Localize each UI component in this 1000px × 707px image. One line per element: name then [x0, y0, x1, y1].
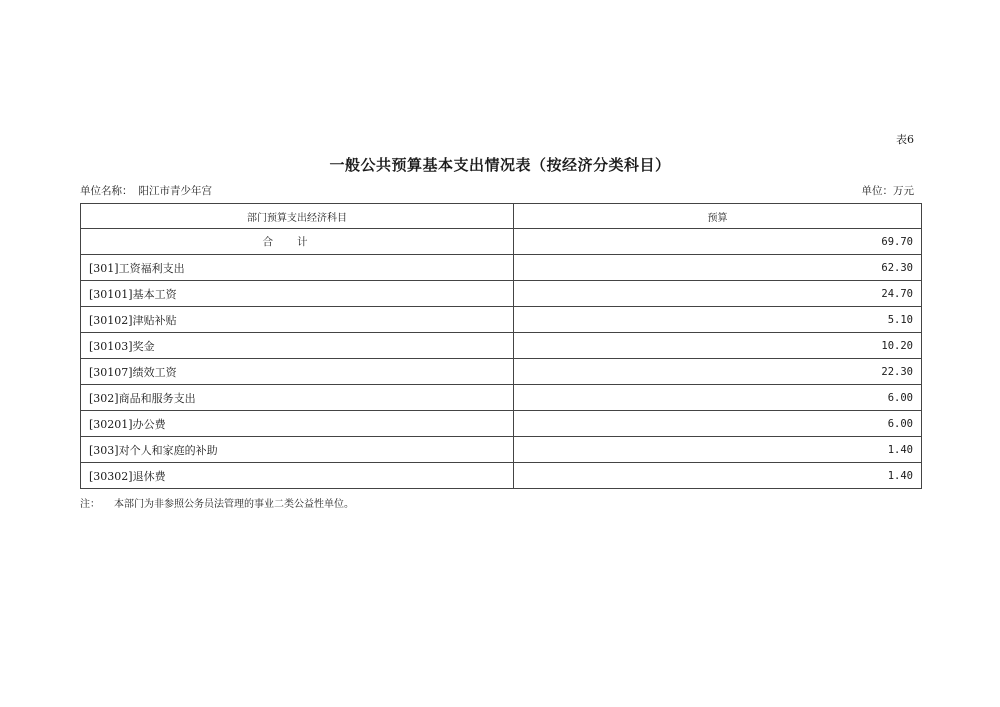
document-title: 一般公共预算基本支出情况表（按经济分类科目） — [329, 156, 671, 174]
row-subject: [30103]奖金 — [81, 333, 514, 359]
row-amount: 24.70 — [514, 281, 922, 307]
currency-unit: 单位：万元 — [861, 185, 914, 197]
table-row — [81, 437, 922, 463]
column-header-subject: 部门预算支出经济科目 — [81, 204, 514, 229]
total-amount: 69.70 — [514, 229, 922, 255]
table-row — [81, 359, 922, 385]
row-amount: 1.40 — [514, 437, 922, 463]
row-subject: [30201]办公费 — [81, 411, 514, 437]
budget-table — [80, 203, 922, 489]
row-amount: 22.30 — [514, 359, 922, 385]
row-subject: [301]工资福利支出 — [81, 255, 514, 281]
footnote-prefix: 注： — [80, 499, 100, 510]
row-subject: [30107]绩效工资 — [81, 359, 514, 385]
footnote — [80, 495, 354, 510]
table-row — [81, 463, 922, 489]
table-number: 表6 — [896, 133, 914, 146]
table-row — [81, 255, 922, 281]
table-header-row — [81, 204, 922, 229]
unit-name-label: 单位名称： — [80, 185, 133, 197]
total-row — [81, 229, 922, 255]
unit-info — [80, 183, 212, 198]
row-amount: 6.00 — [514, 385, 922, 411]
table-row — [81, 281, 922, 307]
table-row — [81, 385, 922, 411]
row-amount: 10.20 — [514, 333, 922, 359]
row-subject: [302]商品和服务支出 — [81, 385, 514, 411]
row-amount: 62.30 — [514, 255, 922, 281]
table-row — [81, 333, 922, 359]
row-amount: 1.40 — [514, 463, 922, 489]
column-header-budget: 预算 — [514, 204, 922, 229]
row-amount: 6.00 — [514, 411, 922, 437]
table-row — [81, 411, 922, 437]
unit-name: 阳江市青少年宫 — [138, 185, 212, 197]
row-subject: [30101]基本工资 — [81, 281, 514, 307]
row-subject: [30302]退休费 — [81, 463, 514, 489]
row-subject: [30102]津贴补贴 — [81, 307, 514, 333]
table-row — [81, 307, 922, 333]
footnote-text: 本部门为非参照公务员法管理的事业二类公益性单位。 — [114, 499, 354, 510]
row-subject: [303]对个人和家庭的补助 — [81, 437, 514, 463]
row-amount: 5.10 — [514, 307, 922, 333]
total-label: 合计 — [81, 229, 514, 255]
